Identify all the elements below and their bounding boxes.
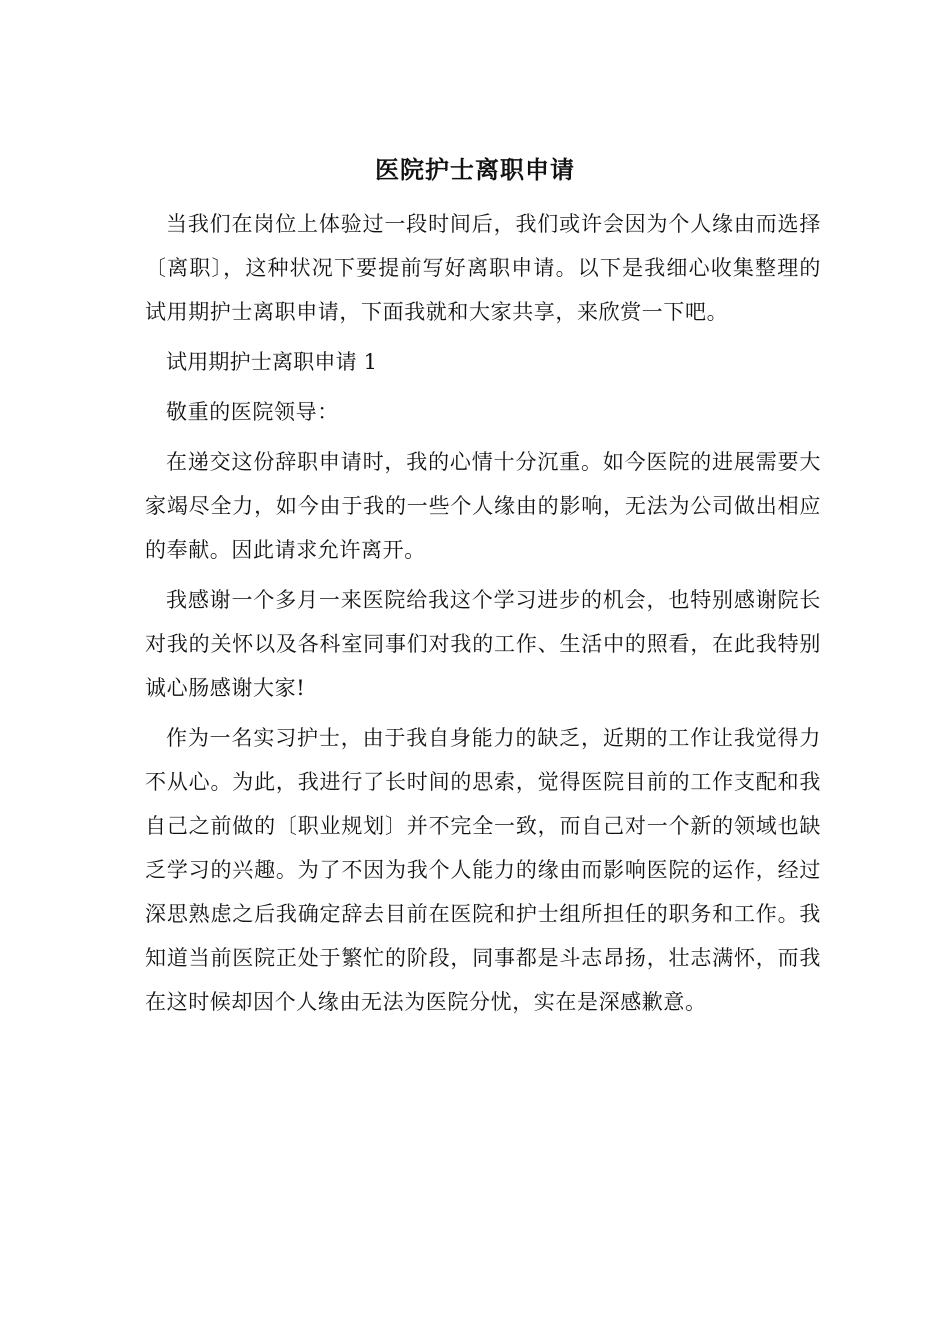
- body-paragraph: 在递交这份辞职申请时，我的心情十分沉重。如今医院的进展需要大家竭尽全力，如今由于我的一些个人缘由的影响，无法为公司做出相应的奉献。因此请求允许离开。: [145, 450, 821, 562]
- section-heading: 试用期护士离职申请 1: [166, 350, 378, 374]
- document-body: [145, 202, 821, 1030]
- body-paragraph: 我感谢一个多月一来医院给我这个学习进步的机会，也特别感谢院长对我的关怀以及各科室同事们对我的工作、生活中的照看，在此我特别诚心肠感谢大家!: [145, 588, 821, 700]
- body-paragraph: 作为一名实习护士，由于我自身能力的缺乏，近期的工作让我觉得力不从心。为此，我进行了长时间的思索，觉得医院目前的工作支配和我自己之前做的〔职业规划〕并不完全一致，而自己对一个新的领域也缺乏学习的兴趣。为了不因为我个人能力的缘由而影响医院的运作，经过深思熟虑之后我确定辞去目前在医院和护士组所担任的职务和工作。我知道当前医院正处于繁忙的阶段，同事都是斗志昂扬，壮志满怀，而我在这时候却因个人缘由无法为医院分忧，实在是深感歉意。: [145, 726, 821, 1014]
- salutation: 敬重的医院领导：: [166, 400, 339, 424]
- document-title: 医院护士离职申请: [375, 155, 575, 184]
- intro-paragraph: 当我们在岗位上体验过一段时间后，我们或许会因为个人缘由而选择〔离职〕，这种状况下要提前写好离职申请。以下是我细心收集整理的试用期护士离职申请，下面我就和大家共享，来欣赏一下吧。: [145, 212, 821, 324]
